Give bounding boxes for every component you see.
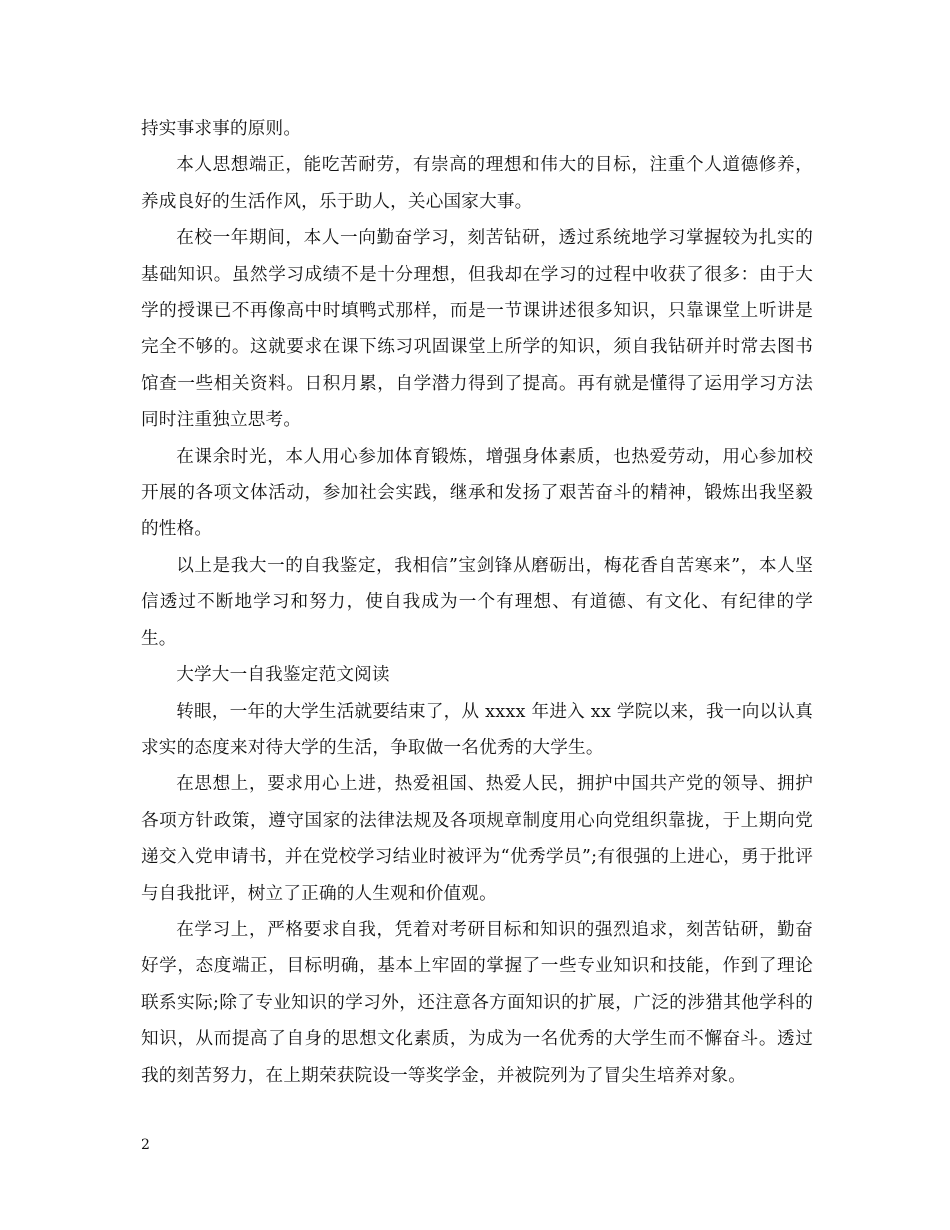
paragraph-principle-continuation: 持实事求事的原则。	[141, 119, 302, 139]
page-number: 2	[141, 1137, 150, 1153]
document-body	[141, 111, 813, 1094]
paragraph-thought: 在思想上，要求用心上进，热爱祖国、热爱人民，拥护中国共产党的领导、拥护各项方针政策，遵守国家的法律法规及各项规章制度用心向党组织靠拢，于上期向党递交入党申请书，并在党校学习结业时被评为“优秀学员”;有很强的上进心，勇于批评与自我批评，树立了正确的人生观和价值观。	[141, 774, 813, 904]
paragraph-learning: 在学习上，严格要求自我，凭着对考研目标和知识的强烈追求，刻苦钻研，勤奋好学，态度端正，目标明确，基本上牢固的掌握了一些专业知识和技能，作到了理论联系实际;除了专业知识的学习外，还注意各方面知识的扩展，广泛的涉猎其他学科的知识，从而提高了自身的思想文化素质，为成为一名优秀的大学生而不懈奋斗。透过我的刻苦努力，在上期荣获院设一等奖学金，并被院列为了冒尖生培养对象。	[141, 919, 813, 1086]
paragraph-conclusion: 以上是我大一的自我鉴定，我相信”宝剑锋从磨砺出，梅花香自苦寒来”，本人坚信透过不断地学习和努力，使自我成为一个有理想、有道德、有文化、有纪律的学生。	[141, 555, 813, 649]
section-heading: 大学大一自我鉴定范文阅读	[176, 665, 390, 686]
paragraph-study: 在校一年期间，本人一向勤奋学习，刻苦钻研，透过系统地学习掌握较为扎实的基础知识。虽然学习成绩不是十分理想，但我却在学习的过程中收获了很多：由于大学的授课已不再像高中时填鸭式那样，而是一节课讲述很多知识，只靠课堂上听讲是完全不够的。这就要求在课下练习巩固课堂上所学的知识，须自我钻研并时常去图书馆查一些相关资料。日积月累，自学潜力得到了提高。再有就是懂得了运用学习方法同时注重独立思考。	[141, 228, 813, 431]
paragraph-intro: 转眼，一年的大学生活就要结束了，从 xxxx 年进入 xx 学院以来，我一向以认真求实的态度来对待大学的生活，争取做一名优秀的大学生。	[141, 701, 813, 758]
paragraph-ideology: 本人思想端正，能吃苦耐劳，有崇高的理想和伟大的目标，注重个人道德修养，养成良好的生活作风，乐于助人，关心国家大事。	[141, 155, 813, 212]
paragraph-spare-time: 在课余时光，本人用心参加体育锻炼，增强身体素质，也热爱劳动，用心参加校开展的各项文体活动，参加社会实践，继承和发扬了艰苦奋斗的精神，锻炼出我坚毅的性格。	[141, 446, 813, 540]
